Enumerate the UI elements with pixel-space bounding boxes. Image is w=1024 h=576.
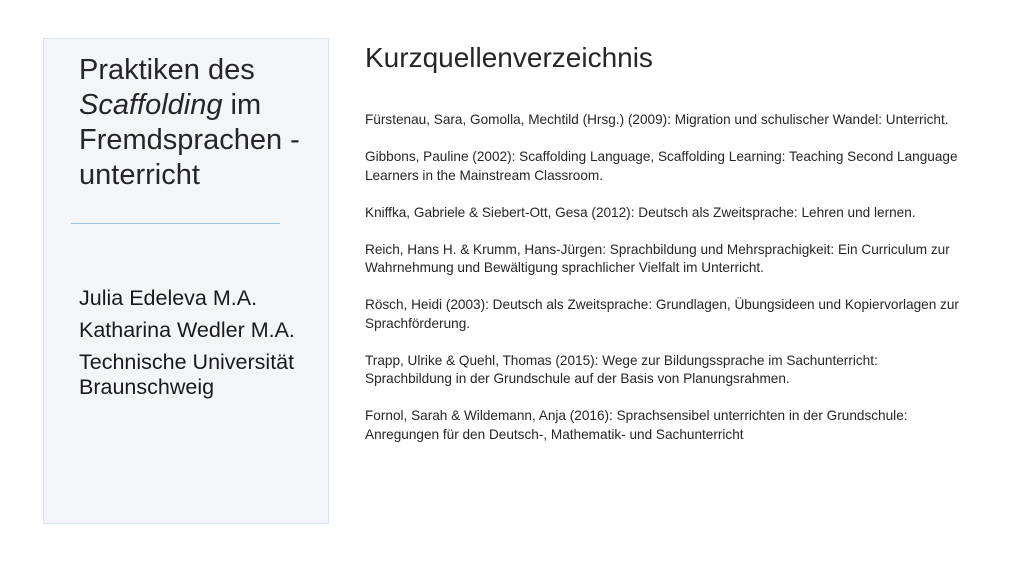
reference-item: Rösch, Heidi (2003): Deutsch als Zweitsprache: Grundlagen, Übungsideen und Kopiervorlagen zur Sprachförderung.	[365, 297, 959, 331]
presentation-title	[79, 53, 324, 193]
reference-item: Trapp, Ulrike & Quehl, Thomas (2015): Wege zur Bildungssprache im Sachunterricht: Sprachbildung in der Grundschule auf der Basis von Planungsrahmen.	[365, 352, 878, 386]
reference-list	[365, 111, 965, 463]
institution-name: Technische Universität Braunschweig	[79, 350, 295, 399]
author-name: Julia Edeleva M.A.	[79, 286, 258, 310]
slide-heading: Kurzquellenverzeichnis	[365, 42, 653, 73]
reference-item: Fornol, Sarah & Wildemann, Anja (2016): Sprachsensibel unterrichten in der Grundschule: Anregungen für den Deutsch-, Mathematik- und Sachunterricht	[365, 408, 908, 442]
author-block	[79, 286, 319, 407]
title-italic-term: Scaffolding	[79, 89, 223, 121]
author-name: Katharina Wedler M.A.	[79, 318, 295, 342]
title-divider	[71, 223, 280, 224]
title-part-1: Praktiken des	[79, 54, 255, 86]
reference-item: Kniffka, Gabriele & Siebert-Ott, Gesa (2012): Deutsch als Zweitsprache: Lehren und lernen.	[365, 204, 916, 220]
title-part-2: im Fremdsprachen -unterricht	[79, 89, 300, 191]
reference-item: Gibbons, Pauline (2002): Scaffolding Language, Scaffolding Learning: Teaching Second Language Learners in the Mainstream Classroom.	[365, 149, 958, 183]
title-panel	[43, 38, 329, 524]
reference-item: Fürstenau, Sara, Gomolla, Mechtild (Hrsg.) (2009): Migration und schulischer Wandel: Unterricht.	[365, 112, 949, 127]
reference-item: Reich, Hans H. & Krumm, Hans-Jürgen: Sprachbildung und Mehrsprachigkeit: Ein Curriculum zur Wahrnehmung und Bewältigung sprachlicher Vielfalt im Unterricht.	[365, 241, 950, 275]
